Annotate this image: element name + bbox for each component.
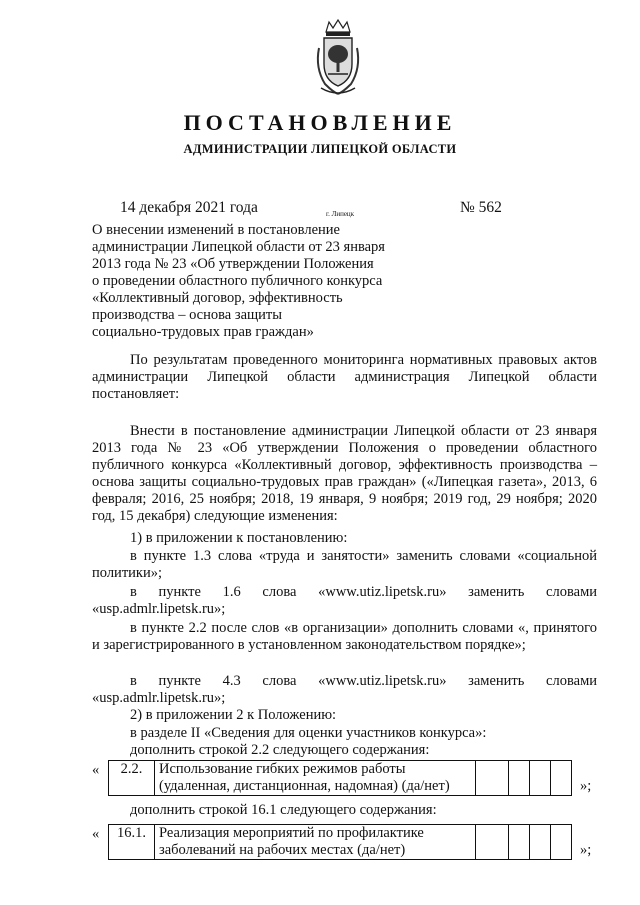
main-paragraph: Внести в постановление администрации Липецкой области от 23 января 2013 года № 23 «Об утверждении Положения о проведении областного публичного конкурса «Коллективный договор, эффективность производства – основа защиты социально-трудовых прав граждан» («Липецкая газета», 2013, 6 февраля; 2016, 25 ноября; 2018, 19 января, 9 ноября; 2019 год, 29 ноября; 2020 год, 15 декабря) следующие изменения: bbox=[92, 423, 597, 524]
heading-line: «Коллективный договор, эффективность bbox=[92, 290, 343, 306]
item-1-c: в пункте 2.2 после слов «в организации» дополнить словами «, принятого и зарегистрированного в установленном законодательством порядке»; bbox=[92, 620, 597, 653]
close-quote: »; bbox=[580, 778, 592, 794]
criteria-text-line: Использование гибких режимов работы bbox=[159, 761, 406, 777]
criteria-cell bbox=[551, 825, 572, 860]
heading-line: социально-трудовых прав граждан» bbox=[92, 324, 314, 340]
close-quote: »; bbox=[580, 842, 592, 858]
document-title: ПОСТАНОВЛЕНИЕ bbox=[183, 110, 457, 135]
preamble-paragraph: По результатам проведенного мониторинга нормативных правовых актов администрации Липецкой области администрация Липецкой области постановляет: bbox=[92, 352, 597, 402]
item-2-b: дополнить строкой 2.2 следующего содержания: bbox=[130, 742, 430, 758]
criteria-text-line: Реализация мероприятий по профилактике bbox=[159, 825, 424, 841]
document-number: № 562 bbox=[460, 199, 502, 216]
criteria-cell bbox=[476, 761, 509, 796]
criteria-text-line: (удаленная, дистанционная, надомная) (да/нет) bbox=[159, 778, 450, 794]
item-1: 1) в приложении к постановлению: bbox=[130, 530, 348, 546]
criteria-table-16-1 bbox=[108, 824, 572, 860]
criteria-text bbox=[155, 825, 476, 860]
criteria-text-line: заболеваний на рабочих местах (да/нет) bbox=[159, 842, 406, 858]
item-2: 2) в приложении 2 к Положению: bbox=[130, 707, 337, 723]
criteria-table-2-2 bbox=[108, 760, 572, 796]
criteria-cell bbox=[476, 825, 509, 860]
heading-line: 2013 года № 23 «Об утверждении Положения bbox=[92, 256, 374, 272]
open-quote: « bbox=[92, 762, 100, 778]
document-heading bbox=[92, 222, 412, 341]
heading-line: производства – основа защиты bbox=[92, 307, 283, 323]
item-1-b-line2: «usp.admlr.lipetsk.ru»; bbox=[92, 601, 226, 617]
heading-line: администрации Липецкой области от 23 января bbox=[92, 239, 385, 255]
item-2-c: дополнить строкой 16.1 следующего содержания: bbox=[130, 802, 437, 818]
item-1-a: в пункте 1.3 слова «труда и занятости» заменить словами «социальной политики»; bbox=[92, 548, 597, 581]
heading-line: о проведении областного публичного конкурса bbox=[92, 273, 383, 289]
criteria-number: 2.2. bbox=[109, 761, 155, 796]
criteria-text bbox=[155, 761, 476, 796]
issuer-name: АДМИНИСТРАЦИИ ЛИПЕЦКОЙ ОБЛАСТИ bbox=[183, 142, 457, 156]
item-1-b-line1: в пункте 1.6 слова «www.utiz.lipetsk.ru» заменить словами bbox=[130, 584, 597, 600]
item-2-a: в разделе II «Сведения для оценки участников конкурса»: bbox=[130, 725, 487, 741]
criteria-number: 16.1. bbox=[109, 825, 155, 860]
criteria-cell bbox=[551, 761, 572, 796]
heading-line: О внесении изменений в постановление bbox=[92, 222, 340, 238]
item-1-d-line1: в пункте 4.3 слова «www.utiz.lipetsk.ru» заменить словами bbox=[130, 673, 597, 689]
criteria-cell bbox=[509, 761, 530, 796]
document-place: г. Липецк bbox=[326, 210, 355, 218]
criteria-cell bbox=[530, 825, 551, 860]
item-1-d-line2: «usp.admlr.lipetsk.ru»; bbox=[92, 690, 226, 706]
document-date: 14 декабря 2021 года bbox=[120, 199, 258, 216]
criteria-cell bbox=[530, 761, 551, 796]
criteria-cell bbox=[509, 825, 530, 860]
coat-of-arms-icon bbox=[313, 18, 363, 96]
open-quote: « bbox=[92, 826, 100, 842]
